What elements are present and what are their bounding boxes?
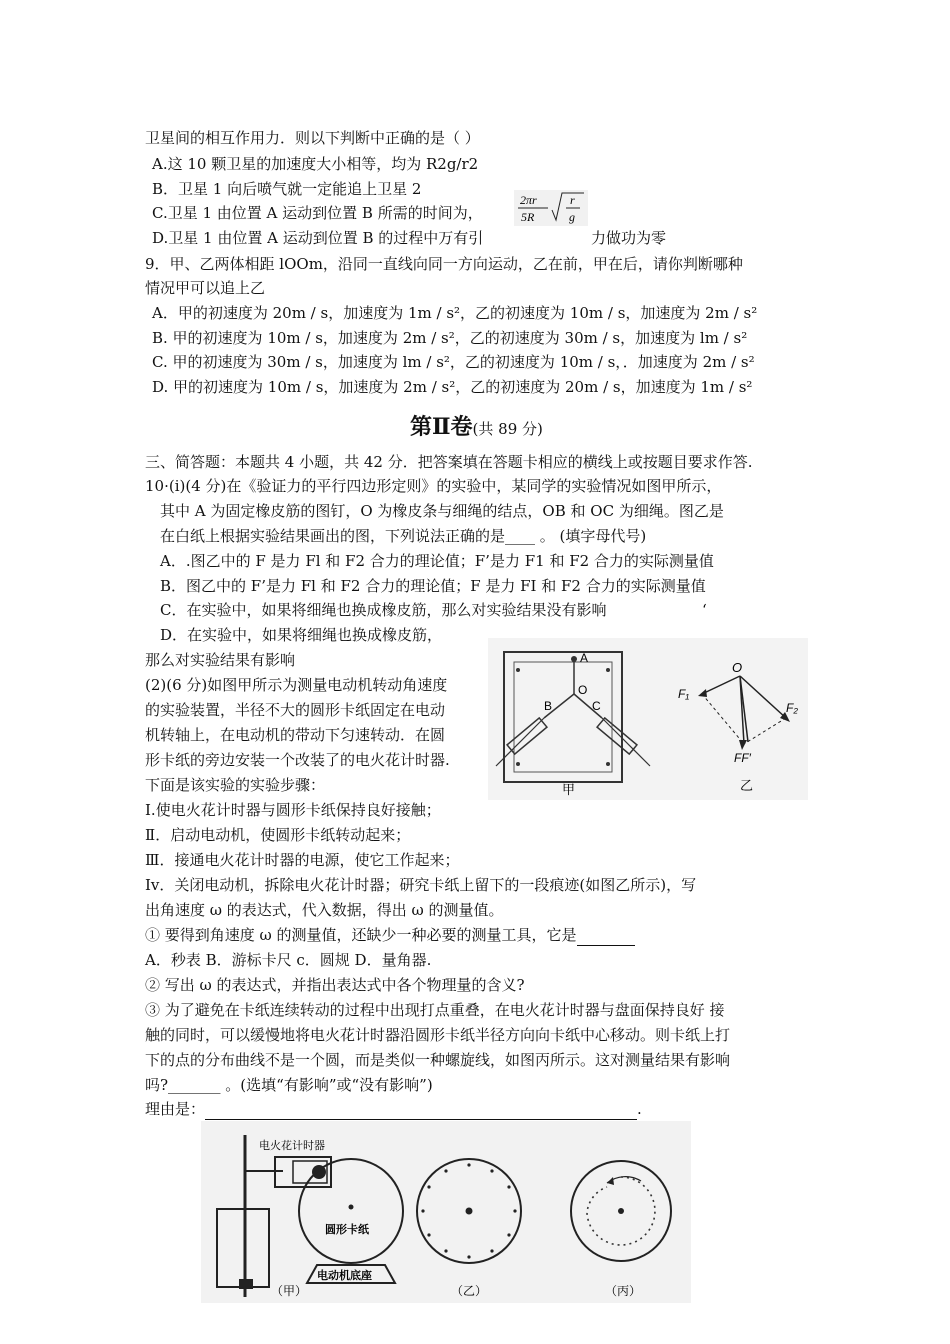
caption-a: （甲） [271, 1284, 308, 1298]
caption-b: （乙） [451, 1284, 488, 1298]
q8-option-b: B．卫星 1 向后喷气就一定能追上卫星 2 [152, 180, 422, 198]
q10-1-line-2: 其中 A 为固定橡皮筋的图钉，O 为橡皮条与细绳的结点，OB 和 OC 为细绳。图乙是 [160, 502, 724, 520]
label-c: C [592, 699, 601, 713]
q10-2-line-2: 的实验装置，半径不大的圆形卡纸固定在电动 [145, 701, 446, 719]
q9-option-c: C. 甲的初速度为 30m / s，加速度为 lm / s²，乙的初速度为 10m / s，．加速度为 2m / s² [152, 353, 755, 371]
q8-option-a: A.这 10 颗卫星的加速度大小相等，均为 R2g/r2 [152, 155, 479, 173]
label-f1: F₁ [678, 687, 690, 701]
label-base: 电动机底座 [317, 1270, 372, 1282]
q10-2-line-3: 机转轴上，在电动机的带动下匀速转动．在圆 [145, 726, 446, 744]
label-b: B [544, 699, 553, 713]
step-2: Ⅱ．启动电动机，使圆形卡纸转动起来； [145, 826, 411, 844]
sub-question-3-line-1: ③ 为了避免在卡纸连续转动的过程中出现打点重叠，在电火花计时器与盘面保持良好 接 [145, 1001, 725, 1019]
stray-mark: ‘ [702, 601, 707, 619]
q10-1-option-c: C．在实验中，如果将细绳也换成橡皮筋，那么对实验结果没有影响 [160, 601, 607, 619]
section3-heading: 三、简答题：本题共 4 小题，共 42 分．把答案填在答题卡相应的横线上或按题目要求作答. [145, 453, 753, 471]
q10-2-line-1: (2)(6 分)如图甲所示为测量电动机转动角速度 [145, 676, 448, 694]
caption-c: （丙） [605, 1284, 642, 1298]
label-o2: O [732, 660, 743, 675]
q8-option-d-left: D.卫星 1 由位置 A 运动到位置 B 的过程中万有引 [152, 229, 484, 247]
label-jia: 甲 [562, 782, 576, 797]
q9-option-b: B. 甲的初速度为 10m / s，加速度为 2m / s²，乙的初速度为 30m / s，加速度为 lm / s² [152, 329, 748, 347]
q10-1-line-3: 在白纸上根据实验结果画出的图，下列说法正确的是____ 。 (填字母代号) [160, 527, 647, 545]
part2-title: 第Ⅱ卷(共 89 分) [410, 414, 543, 440]
apparatus-figure [201, 1121, 691, 1303]
q9-option-d: D. 甲的初速度为 10m / s，加速度为 2m / s²，乙的初速度为 20m / s，加速度为 1m / s² [152, 378, 753, 396]
force-figure [488, 638, 808, 800]
q10-1-option-a: A．.图乙中的 F 是力 Fl 和 F2 合力的理论值；F’是力 F1 和 F2 合力的实际测量值 [160, 552, 714, 570]
label-yi: 乙 [740, 778, 754, 793]
q8-option-c: C.卫星 1 由位置 A 运动到位置 B 所需的时间为， [152, 204, 483, 222]
sub-question-3-line-2: 触的同时，可以缓慢地将电火花计时器沿圆形卡纸半径方向向卡纸中心移动。则卡纸上打 [145, 1026, 731, 1044]
label-timer: 电火花计时器 [259, 1140, 325, 1152]
formula-radicand-num: r [570, 193, 575, 207]
sub-question-3-line-3: 下的点的分布曲线不是一个圆，而是类似一种螺旋线，如图丙所示。这对测量结果有影响 [145, 1051, 731, 1069]
q10-1-line-1: 10·(i)(4 分)在《验证力的平行四边形定则》的实验中，某同学的实验情况如图甲所示， [145, 477, 722, 495]
label-card: 圆形卡纸 [325, 1224, 369, 1236]
q10-2-line-4: 形卡纸的旁边安装一个改装了的电火花计时器. [145, 751, 450, 769]
q10-1-option-b: B．图乙中的 F’是力 Fl 和 F2 合力的理论值；F 是力 FI 和 F2 合力的实际测量值 [160, 577, 706, 595]
step-3: Ⅲ．接通电火花计时器的电源，使它工作起来； [145, 851, 460, 869]
label-ff: FF′ [734, 751, 751, 765]
q8-stem: 卫星间的相互作用力．则以下判断中正确的是（ ） [145, 129, 480, 147]
step-4: Iv．关闭电动机，拆除电火花计时器；研究卡纸上留下的一段痕迹(如图乙所示)，写 [145, 876, 697, 894]
label-o: O [578, 683, 588, 697]
reason-line: 理由是： . [145, 1100, 642, 1118]
sub-question-3-line-4: 吗?_______ 。(选填“有影响”或“没有影响”) [145, 1076, 433, 1094]
step-1: I.使电火花计时器与圆形卡纸保持良好接触； [145, 801, 441, 819]
step-4-cont: 出角速度 ω 的表达式，代入数据，得出 ω 的测量值。 [145, 901, 504, 919]
label-a: A [580, 651, 589, 665]
formula-radicand-den: g [569, 210, 575, 224]
q9-option-a: A．甲的初速度为 20m / s，加速度为 1m / s²，乙的初速度为 10m / s，加速度为 2m / s² [152, 304, 758, 322]
q10-2-line-5: 下面是该实验的实验步骤： [145, 776, 326, 794]
q10-1-option-d-2: 那么对实验结果有影响 [145, 651, 296, 669]
sub-question-2: ② 写出 ω 的表达式，并指出表达式中各个物理量的含义? [145, 976, 525, 994]
q8-option-d-right: 力做功为零 [591, 229, 667, 247]
formula-denominator: 5R [521, 210, 535, 224]
q9-line-2: 情况甲可以追上乙 [145, 279, 266, 297]
q9-line-1: 9．甲、乙两体相距 lOOm，沿同一直线向同一方向运动，乙在前，甲在后，请你判断哪种 [145, 255, 743, 273]
part2-score: (共 89 分) [472, 420, 543, 438]
label-f2: F₂ [786, 701, 798, 715]
period-formula [514, 190, 588, 226]
q10-1-option-d-1: D．在实验中，如果将细绳也换成橡皮筋， [160, 626, 443, 644]
formula-numerator: 2πr [520, 193, 537, 207]
sub-question-1-options: A．秒表 B．游标卡尺 c．圆规 D．量角器. [145, 951, 432, 969]
sub-question-1: ① 要得到角速度 ω 的测量值，还缺少一种必要的测量工具，它是 [145, 925, 635, 946]
